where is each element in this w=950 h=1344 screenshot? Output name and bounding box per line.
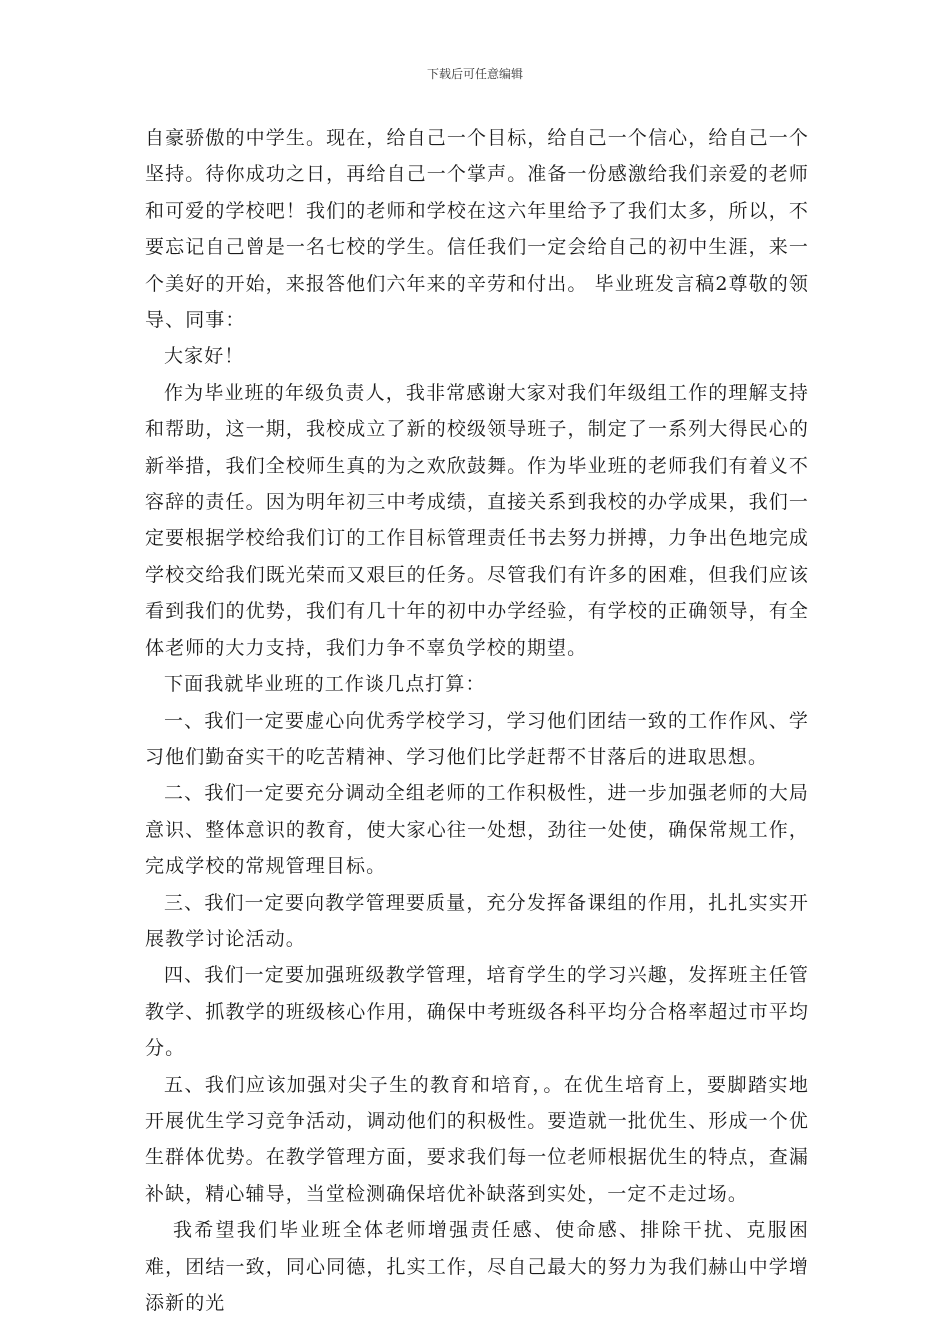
paragraph-greeting: 大家好！: [164, 345, 245, 368]
paragraph-point-3: 三、我们一定要向教学管理要质量，充分发挥备课组的作用，扎扎实实开展教学讨论活动。: [145, 891, 809, 950]
paragraph-point-5: 五、我们应该加强对尖子生的教育和培育，。在优生培育上，要脚踏实地开展优生学习竞争活动，调动他们的积极性。要造就一批优生、形成一个优生群体优势。在教学管理方面，要求我们每一位老师根据优生的特点，查漏补缺，精心辅导，当堂检测确保培优补缺落到实处，一定不走过场。: [145, 1073, 809, 1205]
paragraph-point-1: 一、我们一定要虚心向优秀学校学习，学习他们团结一致的工作作风、学习他们勤奋实干的吃苦精神、学习他们比学赶帮不甘落后的进取思想。: [145, 709, 809, 768]
paragraph-point-4: 四、我们一定要加强班级教学管理，培育学生的学习兴趣，发挥班主任管教学、抓教学的班级核心作用，确保中考班级各科平均分合格率超过市平均分。: [145, 964, 809, 1060]
paragraph-responsibility: 作为毕业班的年级负责人，我非常感谢大家对我们年级组工作的理解支持和帮助，这一期，我校成立了新的校级领导班子，制定了一系列大得民心的新举措，我们全校师生真的为之欢欣鼓舞。作为毕业班的老师我们有着义不容辞的责任。因为明年初三中考成绩，直接关系到我校的办学成果，我们一定要根据学校给我们订的工作目标管理责任书去努力拼搏，力争出色地完成学校交给我们既光荣而又艰巨的任务。尽管我们有许多的困难，但我们应该看到我们的优势，我们有几十年的初中办学经验，有学校的正确领导，有全体老师的大力支持，我们力争不辜负学校的期望。: [145, 381, 809, 659]
paragraph-intro: 自豪骄傲的中学生。现在，给自己一个目标，给自己一个信心，给自己一个坚持。待你成功之日，再给自己一个掌声。准备一份感激给我们亲爱的老师和可爱的学校吧！我们的老师和学校在这六年里给予了我们太多，所以，不要忘记自己曾是一名七校的学生。信任我们一定会给自己的初中生涯，来一个美好的开始，来报答他们六年来的辛劳和付出。 毕业班发言稿2尊敬的领导、同事：: [145, 127, 809, 332]
document-body: [145, 120, 809, 1321]
paragraph-point-2: 二、我们一定要充分调动全组老师的工作积极性，进一步加强老师的大局意识、整体意识的教育，使大家心往一处想，劲往一处使，确保常规工作，完成学校的常规管理目标。: [145, 782, 809, 878]
paragraph-plan-intro: 下面我就毕业班的工作谈几点打算：: [164, 673, 486, 696]
paragraph-closing: 我希望我们毕业班全体老师增强责任感、使命感、排除干扰、克服困难，团结一致，同心同德，扎实工作，尽自己最大的努力为我们赫山中学增添新的光: [145, 1219, 809, 1314]
page-header: 下载后可任意编辑: [426, 67, 523, 81]
